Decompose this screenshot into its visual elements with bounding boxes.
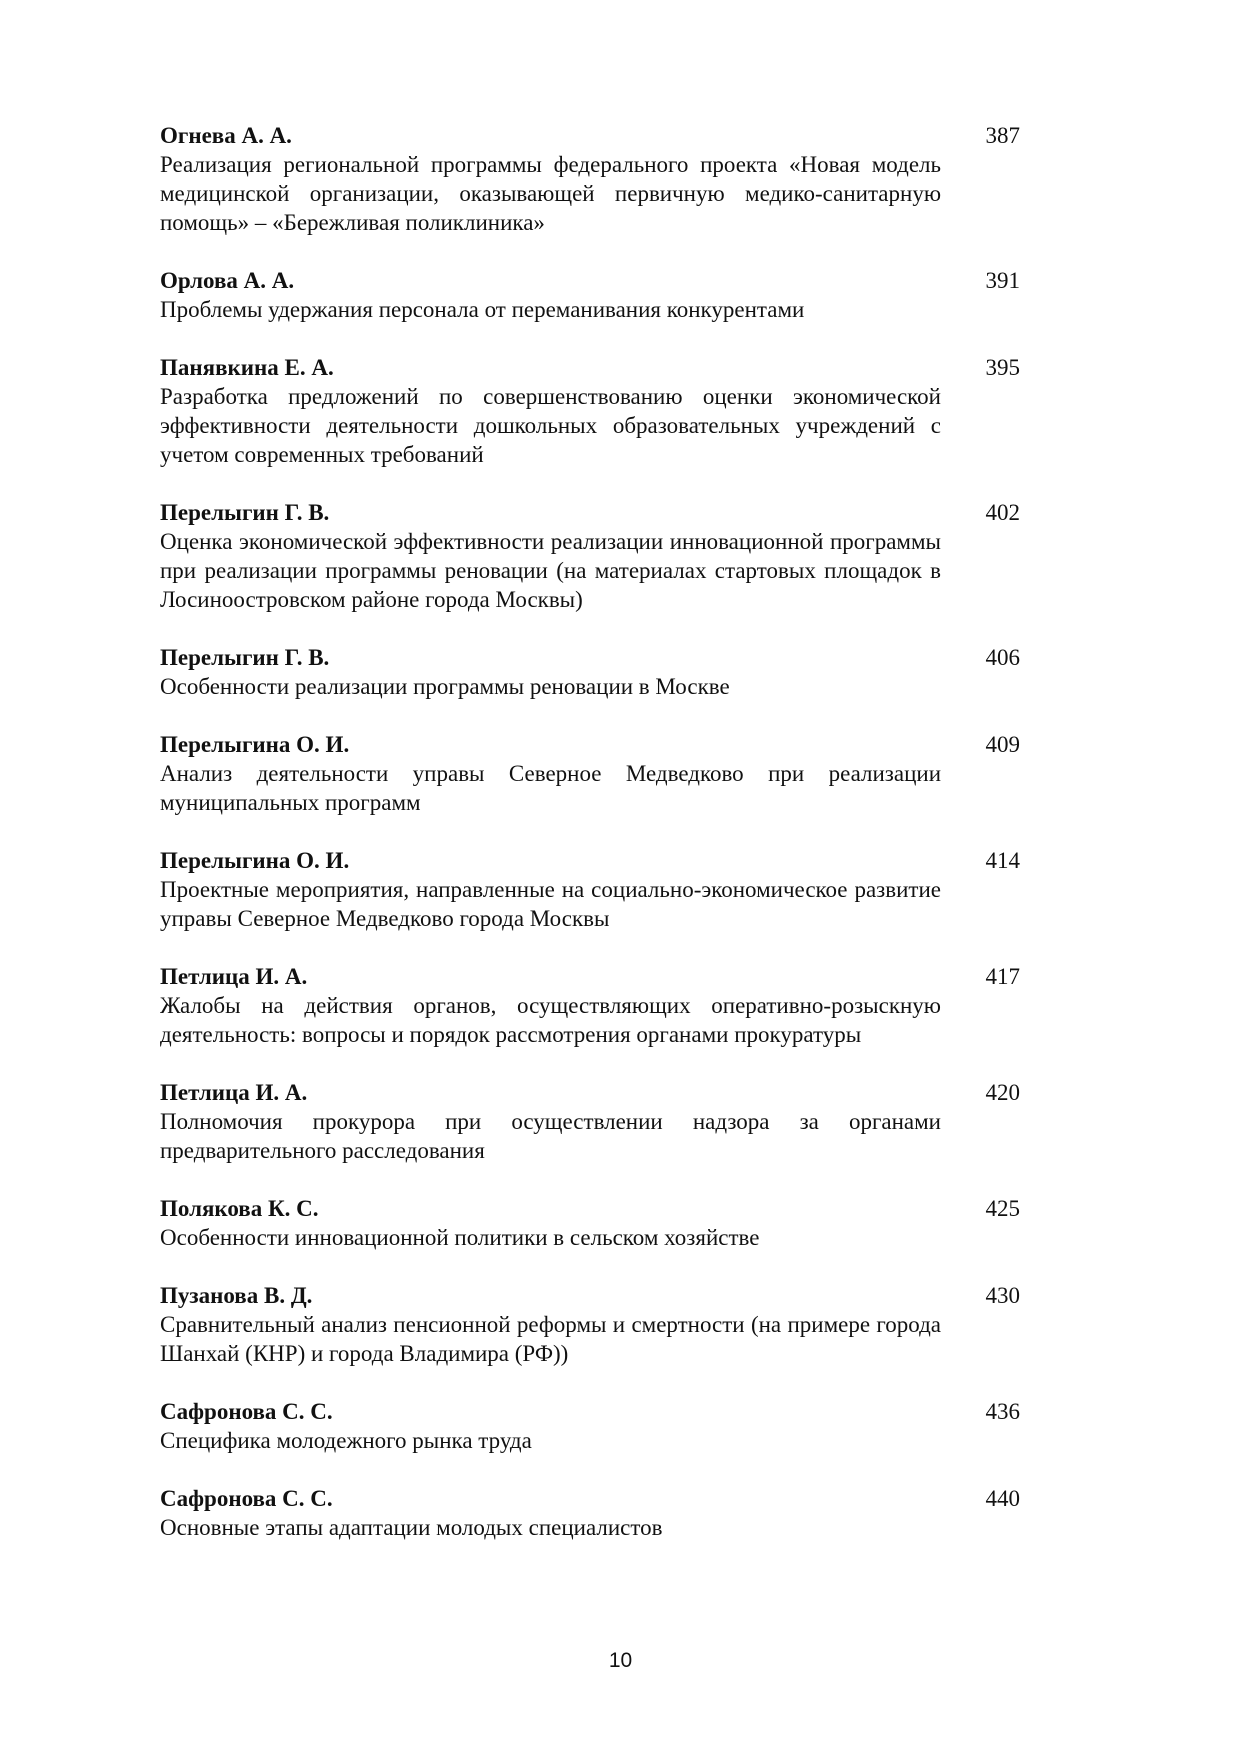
entry-title: Разработка предложений по совершенствованию оценки экономической эффективности деятельности дошкольных образовательных учреждений с учетом современных требований <box>160 384 941 467</box>
entry-page-number: 420 <box>985 1080 1020 1105</box>
entry-title: Проектные мероприятия, направленные на социально-экономическое развитие управы Северное Медведково города Москвы <box>160 877 941 931</box>
entry-author: Перелыгин Г. В. <box>160 500 330 525</box>
entry-title: Полномочия прокурора при осуществлении надзора за органами предварительного расследования <box>160 1109 941 1163</box>
entry-title: Особенности реализации программы реновации в Москве <box>160 674 730 699</box>
entry-author: Петлица И. А. <box>160 964 308 989</box>
entry-author: Панявкина Е. А. <box>160 355 334 380</box>
toc-entry <box>160 266 1020 324</box>
entry-page-number: 395 <box>985 355 1020 380</box>
toc-entry <box>160 1397 1020 1455</box>
entry-author: Орлова А. А. <box>160 268 295 293</box>
entry-author: Петлица И. А. <box>160 1080 308 1105</box>
entry-title: Сравнительный анализ пенсионной реформы и смертности (на примере города Шанхай (КНР) и города Владимира (РФ)) <box>160 1312 941 1366</box>
entry-page-number: 391 <box>985 268 1020 293</box>
entry-page-number: 406 <box>985 645 1020 670</box>
entry-page-number: 387 <box>985 123 1020 148</box>
entry-page-number: 430 <box>985 1283 1020 1308</box>
entry-page-number: 440 <box>985 1486 1020 1511</box>
entry-page-number: 414 <box>985 848 1020 873</box>
toc-entry <box>160 121 1020 237</box>
entry-title: Реализация региональной программы федерального проекта «Новая модель медицинской организации, оказывающей первичную медико-санитарную помощь» – «Бережливая поликлиника» <box>160 152 941 235</box>
toc-entry <box>160 962 1020 1049</box>
entry-author: Сафронова С. С. <box>160 1399 333 1424</box>
entry-author: Полякова К. С. <box>160 1196 319 1221</box>
entry-title: Анализ деятельности управы Северное Медведково при реализации муниципальных программ <box>160 761 941 815</box>
entry-page-number: 425 <box>985 1196 1020 1221</box>
toc-entry <box>160 643 1020 701</box>
entry-author: Перелыгина О. И. <box>160 848 350 873</box>
entry-page-number: 417 <box>985 964 1020 989</box>
toc-entry <box>160 846 1020 933</box>
entry-author: Перелыгина О. И. <box>160 732 350 757</box>
entry-page-number: 409 <box>985 732 1020 757</box>
toc-entry <box>160 730 1020 817</box>
page-number: 10 <box>608 1649 633 1672</box>
toc-entry <box>160 1281 1020 1368</box>
entry-title: Особенности инновационной политики в сельском хозяйстве <box>160 1225 760 1250</box>
toc-entry <box>160 498 1020 614</box>
entry-title: Проблемы удержания персонала от переманивания конкурентами <box>160 297 805 322</box>
entry-title: Оценка экономической эффективности реализации инновационной программы при реализации программы реновации (на материалах стартовых площадок в Лосиноостровском районе города Москвы) <box>160 529 941 612</box>
entry-author: Огнева А. А. <box>160 123 292 148</box>
toc-entry <box>160 1194 1020 1252</box>
table-of-contents <box>160 121 1020 1571</box>
entry-title: Специфика молодежного рынка труда <box>160 1428 532 1453</box>
toc-entry <box>160 1078 1020 1165</box>
entry-author: Сафронова С. С. <box>160 1486 333 1511</box>
entry-page-number: 402 <box>985 500 1020 525</box>
toc-entry <box>160 353 1020 469</box>
toc-entry <box>160 1484 1020 1542</box>
entry-page-number: 436 <box>985 1399 1020 1424</box>
entry-title: Основные этапы адаптации молодых специалистов <box>160 1515 663 1540</box>
entry-author: Пузанова В. Д. <box>160 1283 313 1308</box>
entry-author: Перелыгин Г. В. <box>160 645 330 670</box>
entry-title: Жалобы на действия органов, осуществляющих оперативно-розыскную деятельность: вопросы и порядок рассмотрения органами прокуратуры <box>160 993 941 1047</box>
